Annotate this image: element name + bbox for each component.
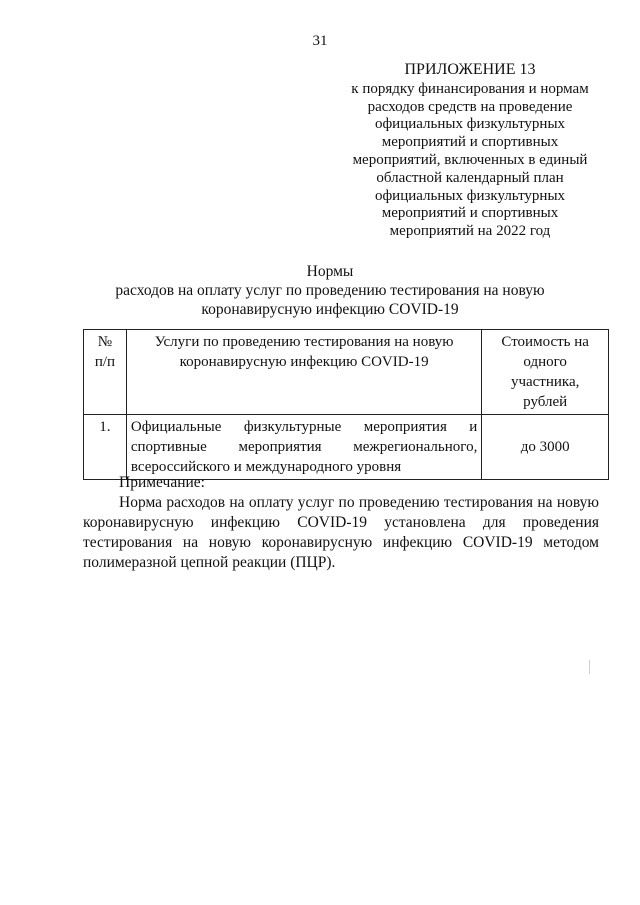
- norms-title: Нормы: [306, 263, 354, 280]
- row-service-line: спортивные мероприятия межрегионального,: [130, 439, 478, 455]
- note-title: Примечание:: [119, 474, 205, 491]
- norms-subtitle-line: коронавирусную инфекцию COVID-19: [201, 301, 459, 318]
- appendix-line: мероприятий, включенных в единый: [352, 151, 588, 168]
- appendix-line: расходов средств на проведение: [367, 98, 573, 115]
- appendix-line: официальных физкультурных: [374, 187, 566, 204]
- note-body: [83, 493, 599, 573]
- header-cost: [482, 330, 609, 415]
- appendix-line: областной календарный план: [376, 169, 564, 186]
- table-header-row: [84, 330, 609, 415]
- header-service: [126, 330, 481, 415]
- scan-speck: [589, 660, 590, 674]
- row-service-line: всероссийского и международного уровня: [130, 459, 402, 475]
- header-service-line: коронавирусную инфекцию COVID-19: [179, 354, 429, 370]
- norms-table: [83, 329, 609, 480]
- appendix-block: [330, 61, 610, 241]
- norms-subtitle-line: расходов на оплату услуг по проведению тестирования на новую: [115, 282, 545, 299]
- appendix-line: мероприятий на 2022 год: [389, 223, 551, 240]
- note-line: тестирования на новую коронавирусную инфекцию COVID-19 методом: [83, 534, 599, 551]
- row-num: 1.: [84, 415, 127, 480]
- appendix-line: мероприятий и спортивных: [381, 134, 559, 151]
- header-num-line: №: [97, 334, 113, 350]
- appendix-title: ПРИЛОЖЕНИЕ 13: [404, 61, 536, 78]
- note-line: коронавирусную инфекцию COVID-19 установлена для проведения: [83, 514, 599, 531]
- row-service-line: Официальные физкультурные мероприятия и: [130, 419, 478, 435]
- header-cost-line: одного: [523, 354, 567, 370]
- row-cost: [482, 415, 609, 480]
- note-line: Норма расходов на оплату услуг по проведению тестирования на новую: [119, 494, 599, 511]
- norms-header: [60, 262, 600, 319]
- header-num-line: п/п: [94, 354, 116, 370]
- appendix-line: к порядку финансирования и нормам: [351, 80, 589, 97]
- row-service: [126, 415, 481, 480]
- appendix-line: мероприятий и спортивных: [381, 205, 559, 222]
- header-cost-line: Стоимость на: [501, 334, 589, 350]
- note-block: [83, 473, 599, 573]
- row-cost-value: до 3000: [520, 439, 570, 455]
- header-cost-line: участника,: [510, 374, 580, 390]
- header-cost-line: рублей: [523, 394, 568, 410]
- note-line: полимеразной цепной реакции (ПЦР).: [83, 554, 336, 571]
- header-num: [84, 330, 127, 415]
- page-number: 31: [312, 33, 328, 49]
- appendix-line: официальных физкультурных: [374, 116, 566, 133]
- table-row: [84, 415, 609, 480]
- header-service-line: Услуги по проведению тестирования на новую: [154, 334, 454, 350]
